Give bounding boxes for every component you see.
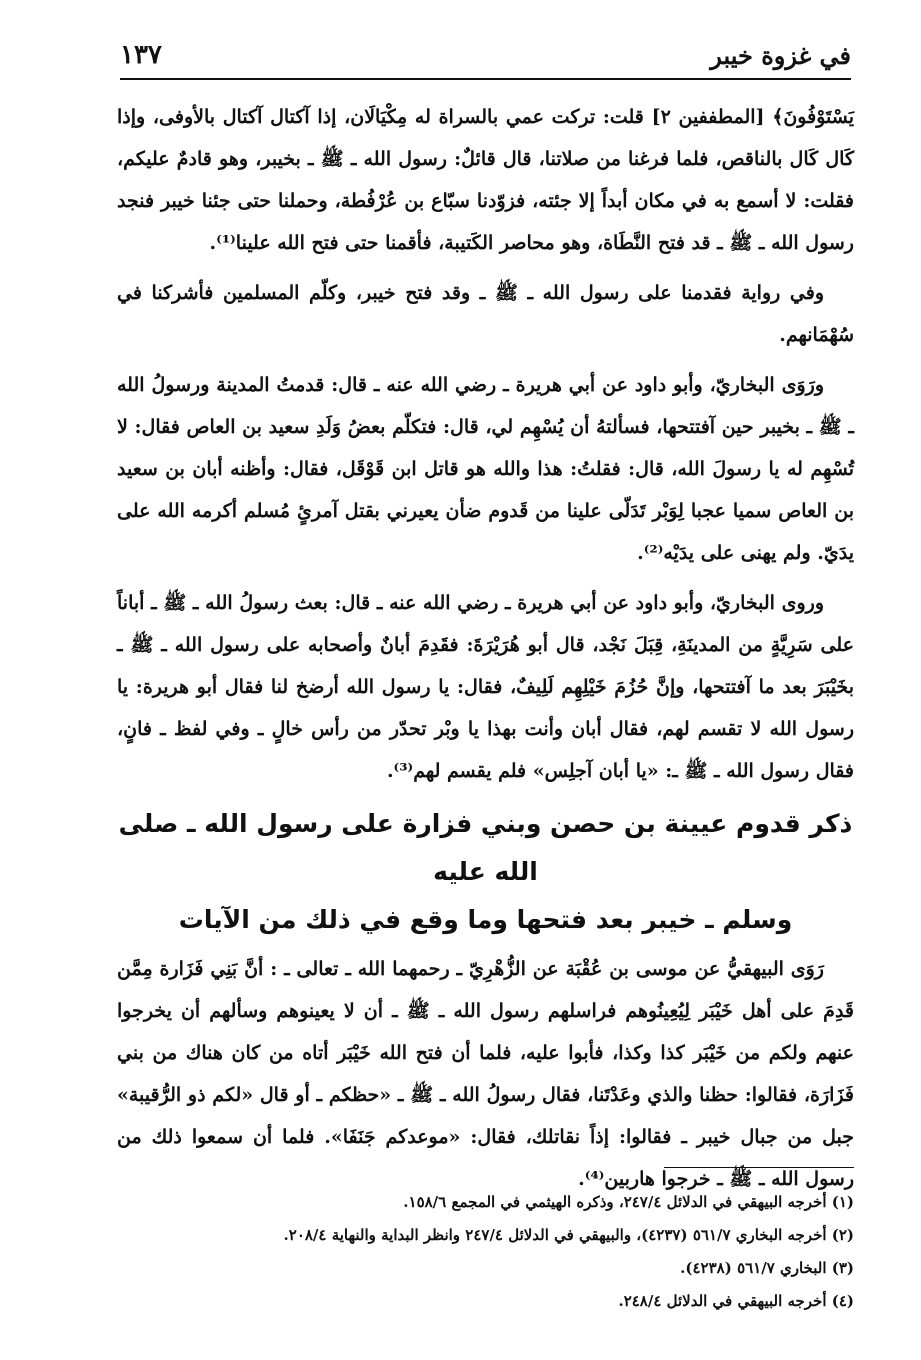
paragraph: وروى البخاريّ، وأبو داود عن أبي هريرة ـ رضي الله عنه ـ قال: بعث رسولُ الله ـ ﷺ ـ أباناً على سَرِيَّةٍ من المدينَةِ، قِبَلَ نَجْد، قال أبو هُرَيْرَةَ: فقَدِمَ أبانٌ وأصحابه على رسول الله ـ ﷺ ـ بخَيْبَرَ بعد ما آفتتحها، وإنَّ حُزُمَ خَيْلِهِم لَلِيفٌ، فقال: يا رسول الله أرضخ لنا فقال أبو هريرة: يا رسول الله لا تقسم لهم، فقال أبان وأنت بهذا يا وبْر تحدّر من رأس خالٍ ـ وفي لفظ ـ فانٍ، فقال رسول الله ـ ﷺ ـ: «يا أبان آجلِس» فلم يقسم لهم⁽³⁾. — [117, 592, 854, 782]
paragraph: يَسْتَوْفُونَ﴾ [المطففين ٢] قلت: تركت عمي بالسراة له مِكْيَالَان، إذا آكتال آكتال بالأوفى، وإذا كَال كَال بالناقص، فلما فرغنا من صلاتنا، قال قائلٌ: رسول الله ـ ﷺ ـ بخيبر، وهو قادمٌ عليكم، فقلت: لا أسمع به في مكان أبداً إلا جئته، فزوّدنا سبّاع بن عُرْفُطة، وحملنا حتى جئنا خيبر فنجد رسول الله ـ ﷺ ـ قد فتح النَّطَاة، وهو محاصر الكَتيبة، فأقمنا حتى فتح الله علينا⁽¹⁾. — [117, 106, 855, 254]
footnote-divider — [664, 1167, 854, 1168]
footnote: (١) أخرجه البيهقي في الدلائل ٢٤٧/٤، وذكره الهيثمي في المجمع ١٥٨/٦. — [403, 1193, 854, 1211]
paragraph: ورَوَى البخاريّ، وأبو داود عن أبي هريرة ـ رضي الله عنه ـ قال: قدمتُ المدينة ورسولُ الله ـ ﷺ ـ بخيبر حين آفتتحها، فسألتهُ أن يُسْهِم لي، قال: فتكلّم بعضُ وَلَدِ سعيد بن العاص فقال: لا تُسْهِم له يا رسولَ الله، قال: فقلتُ: هذا والله هو قاتل ابن قَوْقَل، فقال: وأظنه أبان بن سعيد بن العاص سميا عجبا لِوَبْر تَدَلّى علينا من قَدوم ضأن يعيرني بقتل آمرئٍ مُسلم أكرمه الله على يدَيّ. ولم يهنى على يدَيْه⁽²⁾. — [117, 374, 854, 564]
footnotes — [117, 1186, 854, 1318]
section-heading-line: ذكر قدوم عيينة بن حصن وبني فزارة على رسول الله ـ صلى الله عليه — [118, 809, 853, 886]
footnote: (٤) أخرجه البيهقي في الدلائل ٢٤٨/٤. — [618, 1292, 854, 1310]
page-number: ١٣٧ — [120, 40, 162, 70]
section-heading — [117, 800, 854, 944]
section-heading-line: وسلم ـ خيبر بعد فتحها وما وقع في ذلك من الآيات — [178, 905, 793, 934]
chapter-title: في غزوة خيبر — [710, 41, 851, 70]
footnote: (٣) البخاري ٥٦١/٧ (٤٢٣٨). — [680, 1259, 854, 1277]
footnote: (٢) أخرجه البخاري ٥٦١/٧ (٤٢٣٧)، والبيهقي في الدلائل ٢٤٧/٤ وانظر البداية والنهاية ٢٠٨/٤. — [283, 1226, 854, 1244]
main-text — [117, 96, 854, 1208]
paragraph: وفي رواية فقدمنا على رسول الله ـ ﷺ ـ وقد فتح خيبر، وكلّم المسلمين فأشركنا في سُهْمَانهم. — [117, 282, 854, 346]
running-header — [120, 40, 851, 80]
paragraph: رَوَى البيهقيُّ عن موسى بن عُقْبَة عن الزُّهْرِيّ ـ رحمهما الله ـ تعالى ـ : أنَّ بَنِي فَزَارة مِمَّن قَدِمَ على أهل خَيْبَر لِيُعِينُوهم فراسلهم رسول الله ـ ﷺ ـ أن لا يعينوهم وسألهم أن يخرجوا عنهم ولكم من خَيْبَر كذا وكذا، فأبوا عليه، فلما أن فتح الله خَيْبَر أتاه من كان هناك من بني فَزَارَة، فقالوا: حظنا والذي وعَدْتَنا، فقال رسولُ الله ـ ﷺ ـ «حظكم ـ أو قال «لكم ذو الرُّقيبة» جبل من جبال خيبر ـ فقالوا: إذاً نقاتلك، فقال: «موعدكم جَنَفَا». فلما أن سمعوا ذلك من رسول الله ـ ﷺ ـ خرجوا هاربين⁽⁴⁾. — [117, 958, 854, 1190]
